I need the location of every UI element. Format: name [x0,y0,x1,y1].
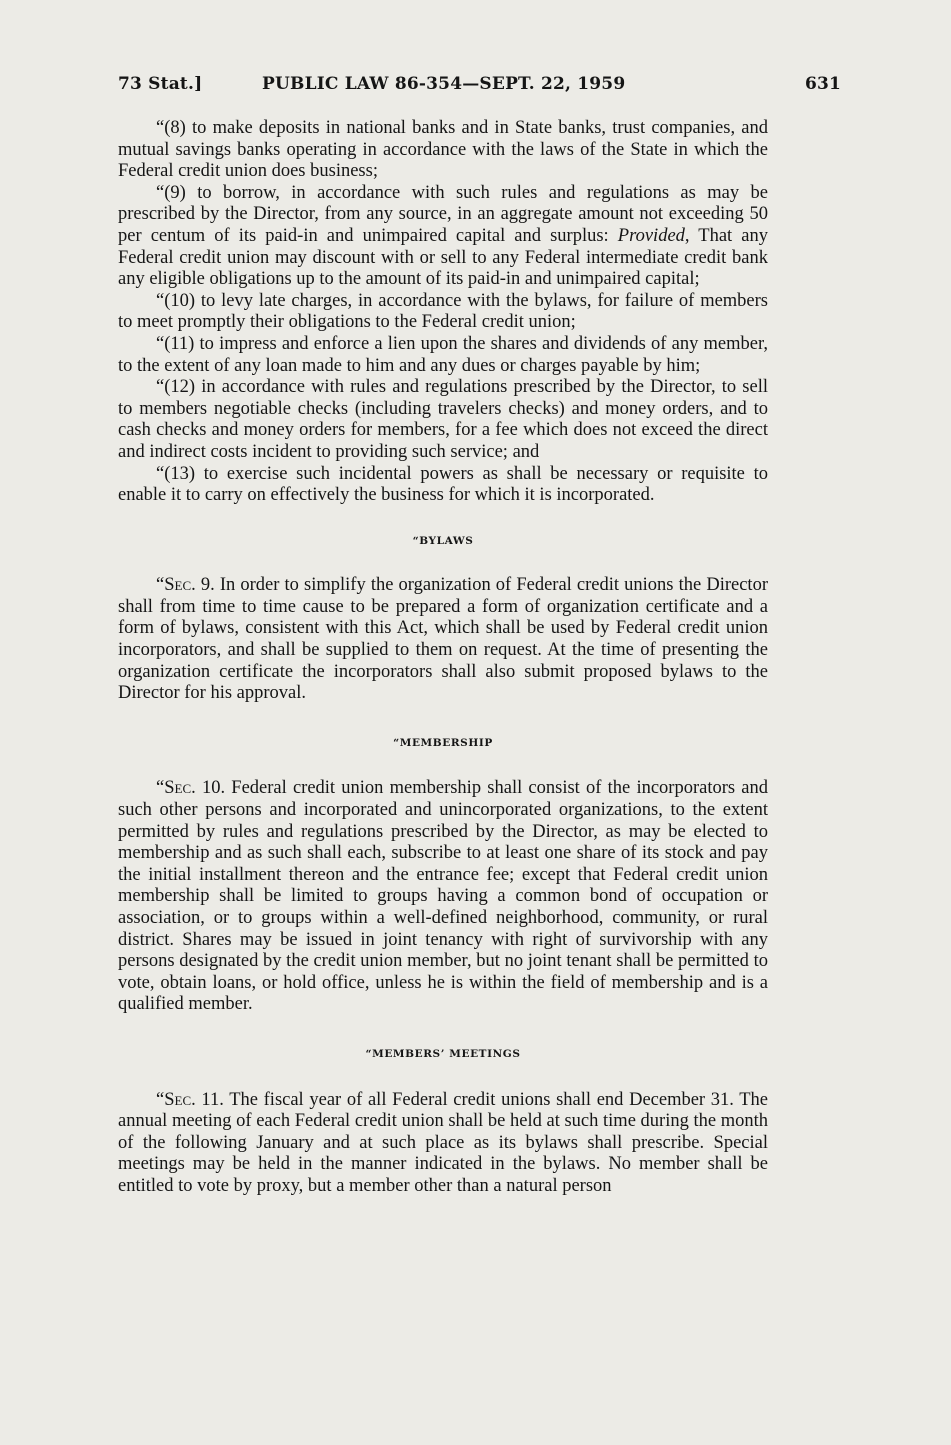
page-number: 631 [805,74,842,94]
members-meetings-heading: “MEMBERS’ MEETINGS [365,1047,521,1060]
clause-8: “(8) to make deposits in national banks and in State banks, trust companies, and mutual savings banks operating in accordance with the laws of the State in which the Federal credit union does business; [118,118,768,182]
membership-heading: “MEMBERSHIP [393,736,493,749]
clause-13: “(13) to exercise such incidental powers as shall be necessary or requisite to enable it to carry on effectively the business for which it is incorporated. [118,463,768,506]
section-10: “Sec. 10. Federal credit union membership shall consist of the incorporators and such other persons and incorporated and unincorporated organizations, to the extent permitted by rules and regulations prescribed by the Director, as may be elected to membership and as such shall each, subscribe to at least one share of its stock and pay the initial installment thereon and the entrance fee; except that Federal credit union membership shall be limited to groups having a common bond of occupation or association, or to groups within a well-defined neighborhood, community, or rural district. Shares may be issued in joint tenancy with right of survivorship with any persons designated by the credit union member, but no joint tenant shall be permitted to vote, obtain loans, or hold office, unless he is within the field of membership and is a qualified member. [118,778,768,1015]
bylaws-heading: “BYLAWS [412,534,474,547]
clause-11: “(11) to impress and enforce a lien upon the shares and dividends of any member, to the extent of any loan made to him and any dues or charges payable by him; [118,333,768,376]
section-9: “Sec. 9. In order to simplify the organization of Federal credit unions the Director shall from time to time cause to be prepared a form of organization certificate and a form of bylaws, consistent with this Act, which shall be used by Federal credit union incorporators, and shall be supplied to them on request. At the time of presenting the organization certificate the incorporators shall also submit proposed bylaws to the Director for his approval. [118,575,768,704]
section-11: “Sec. 11. The fiscal year of all Federal credit unions shall end December 31. The annual meeting of each Federal credit union shall be held at such time during the month of the following January and at such place as its bylaws shall prescribe. Special meetings may be held in the manner indicated in the bylaws. No member shall be entitled to vote by proxy, but a member other than a natural person [118,1089,768,1196]
document-body [118,118,768,1198]
clause-10: “(10) to levy late charges, in accordance with the bylaws, for failure of members to meet promptly their obligations to the Federal credit union; [118,290,768,333]
law-title: PUBLIC LAW 86-354—SEPT. 22, 1959 [262,74,626,94]
statute-reference: 73 Stat.] [118,74,203,94]
clause-9: “(9) to borrow, in accordance with such rules and regulations as may be prescribed by the Director, from any source, in an aggregate amount not exceeding 50 per centum of its paid-in and unimpaired capital and surplus: Provided, That any Federal credit union may discount with or sell to any Federal intermediate credit bank any eligible obligations up to the amount of its paid-in and unimpaired capital; [118,182,768,290]
clause-12: “(12) in accordance with rules and regulations prescribed by the Director, to sell to members negotiable checks (including travelers checks) and money orders, and to cash checks and money orders for members, for a fee which does not exceed the direct and indirect costs incident to providing such service; and [118,377,768,462]
